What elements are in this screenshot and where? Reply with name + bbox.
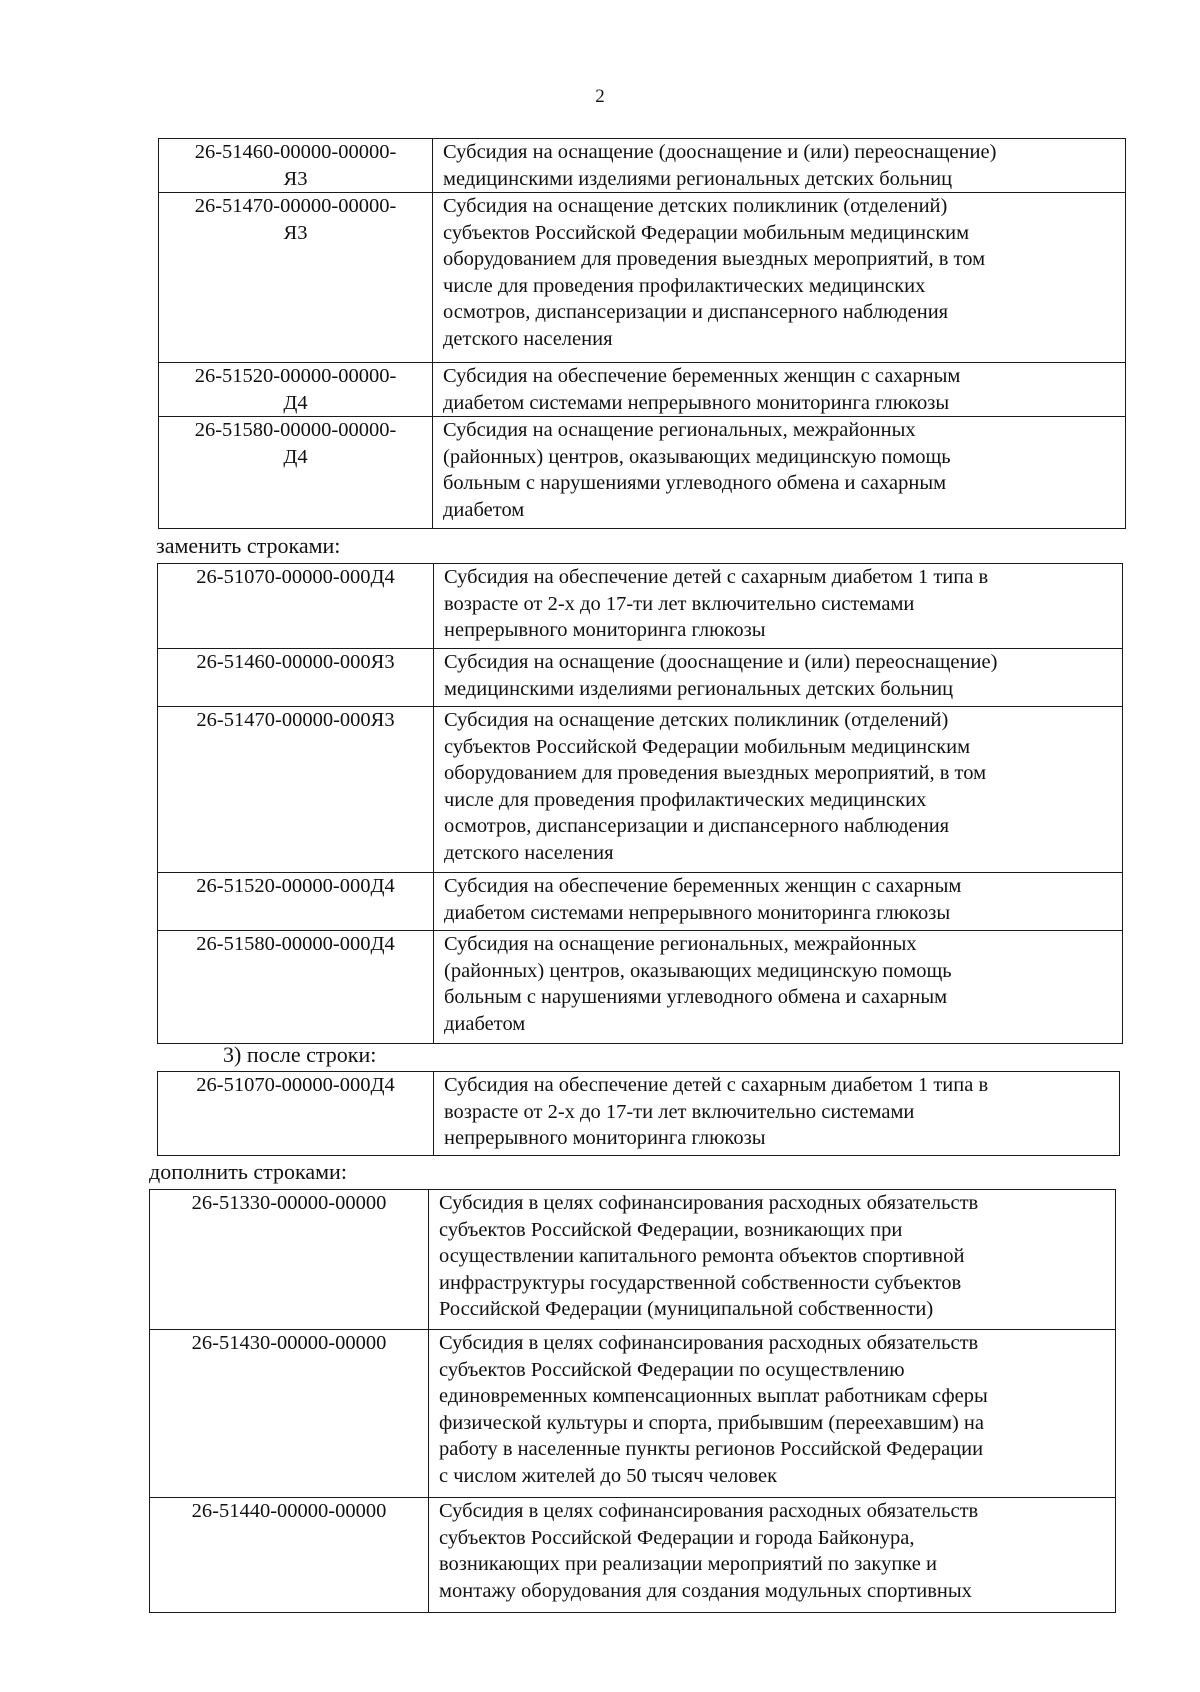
subsidy-description: Субсидия на обеспечение беременных женщин с сахарным диабетом системами непрерывного мониторинга глюкозы [433, 363, 1126, 417]
budget-code: 26-51330-00000-00000 [150, 1190, 429, 1330]
table-row [158, 564, 1123, 649]
table-row [159, 363, 1126, 417]
table-row [158, 649, 1123, 707]
subsidy-description: Субсидия на обеспечение беременных женщин с сахарным диабетом системами непрерывного мониторинга глюкозы [434, 873, 1123, 931]
table-row [159, 139, 1126, 193]
removed-rows-table [158, 138, 1126, 529]
budget-code: 26-51440-00000-00000 [150, 1498, 429, 1613]
added-rows-body [150, 1190, 1116, 1613]
budget-code: 26-51580-00000-000Д4 [158, 931, 434, 1044]
budget-code: 26-51070-00000-000Д4 [158, 564, 434, 649]
subsidy-description: Субсидия на оснащение детских поликлиник (отделений) субъектов Российской Федерации мобильным медицинским оборудованием для проведения выездных мероприятий, в том числе для проведения профилактических медицинских осмотров, диспансеризации и диспансерного наблюдения детского населения [433, 193, 1126, 363]
table-row [158, 931, 1123, 1044]
subsidy-description: Субсидия на оснащение детских поликлиник (отделений) субъектов Российской Федерации мобильным медицинским оборудованием для проведения выездных мероприятий, в том числе для проведения профилактических медицинских осмотров, диспансеризации и диспансерного наблюдения детского населения [434, 707, 1123, 873]
budget-code: 26-51430-00000-00000 [150, 1330, 429, 1498]
table-row [150, 1498, 1116, 1613]
after-row-caption: 3) после строки: [223, 1042, 377, 1067]
add-rows-caption: дополнить строками: [149, 1159, 347, 1184]
budget-code: 26-51520-00000-000Д4 [158, 873, 434, 931]
table-row [150, 1190, 1116, 1330]
subsidy-description: Субсидия в целях софинансирования расходных обязательств субъектов Российской Федерации и города Байконура, возникающих при реализации мероприятий по закупке и монтажу оборудования для создания модульных спортивных [429, 1498, 1116, 1613]
table-row [158, 707, 1123, 873]
after-row-table [157, 1071, 1120, 1156]
budget-code: 26-51460-00000-000Я3 [158, 649, 434, 707]
budget-code: 26-51520-00000-00000- Д4 [159, 363, 433, 417]
page-number: 2 [595, 86, 605, 107]
table-row [158, 1072, 1120, 1156]
table-row [150, 1330, 1116, 1498]
budget-code: 26-51470-00000-00000- Я3 [159, 193, 433, 363]
removed-rows-body [159, 139, 1126, 529]
subsidy-description: Субсидия в целях софинансирования расходных обязательств субъектов Российской Федерации по осуществлению единовременных компенсационных выплат работникам сферы физической культуры и спорта, прибывшим (переехавшим) на работу в населенные пункты регионов Российской Федерации с числом жителей до 50 тысяч человек [429, 1330, 1116, 1498]
subsidy-description: Субсидия на оснащение (дооснащение и (или) переоснащение) медицинскими изделиями региональных детских больниц [433, 139, 1126, 193]
table-row [159, 417, 1126, 529]
budget-code: 26-51470-00000-000Я3 [158, 707, 434, 873]
subsidy-description: Субсидия в целях софинансирования расходных обязательств субъектов Российской Федерации, возникающих при осуществлении капитального ремонта объектов спортивной инфраструктуры государственной собственности субъектов Российской Федерации (муниципальной собственности) [429, 1190, 1116, 1330]
subsidy-description: Субсидия на обеспечение детей с сахарным диабетом 1 типа в возрасте от 2-х до 17-ти лет включительно системами непрерывного мониторинга глюкозы [434, 1072, 1120, 1156]
budget-code: 26-51070-00000-000Д4 [158, 1072, 434, 1156]
budget-code: 26-51580-00000-00000- Д4 [159, 417, 433, 529]
replacement-rows-body [158, 564, 1123, 1044]
replacement-rows-table [157, 563, 1123, 1044]
added-rows-table [149, 1189, 1116, 1613]
subsidy-description: Субсидия на оснащение региональных, межрайонных (районных) центров, оказывающих медицинскую помощь больным с нарушениями углеводного обмена и сахарным диабетом [433, 417, 1126, 529]
table-row [159, 193, 1126, 363]
subsidy-description: Субсидия на оснащение региональных, межрайонных (районных) центров, оказывающих медицинскую помощь больным с нарушениями углеводного обмена и сахарным диабетом [434, 931, 1123, 1044]
replace-caption: заменить строками: [156, 533, 341, 558]
after-row-body [158, 1072, 1120, 1156]
subsidy-description: Субсидия на обеспечение детей с сахарным диабетом 1 типа в возрасте от 2-х до 17-ти лет включительно системами непрерывного мониторинга глюкозы [434, 564, 1123, 649]
budget-code: 26-51460-00000-00000- Я3 [159, 139, 433, 193]
subsidy-description: Субсидия на оснащение (дооснащение и (или) переоснащение) медицинскими изделиями региональных детских больниц [434, 649, 1123, 707]
table-row [158, 873, 1123, 931]
